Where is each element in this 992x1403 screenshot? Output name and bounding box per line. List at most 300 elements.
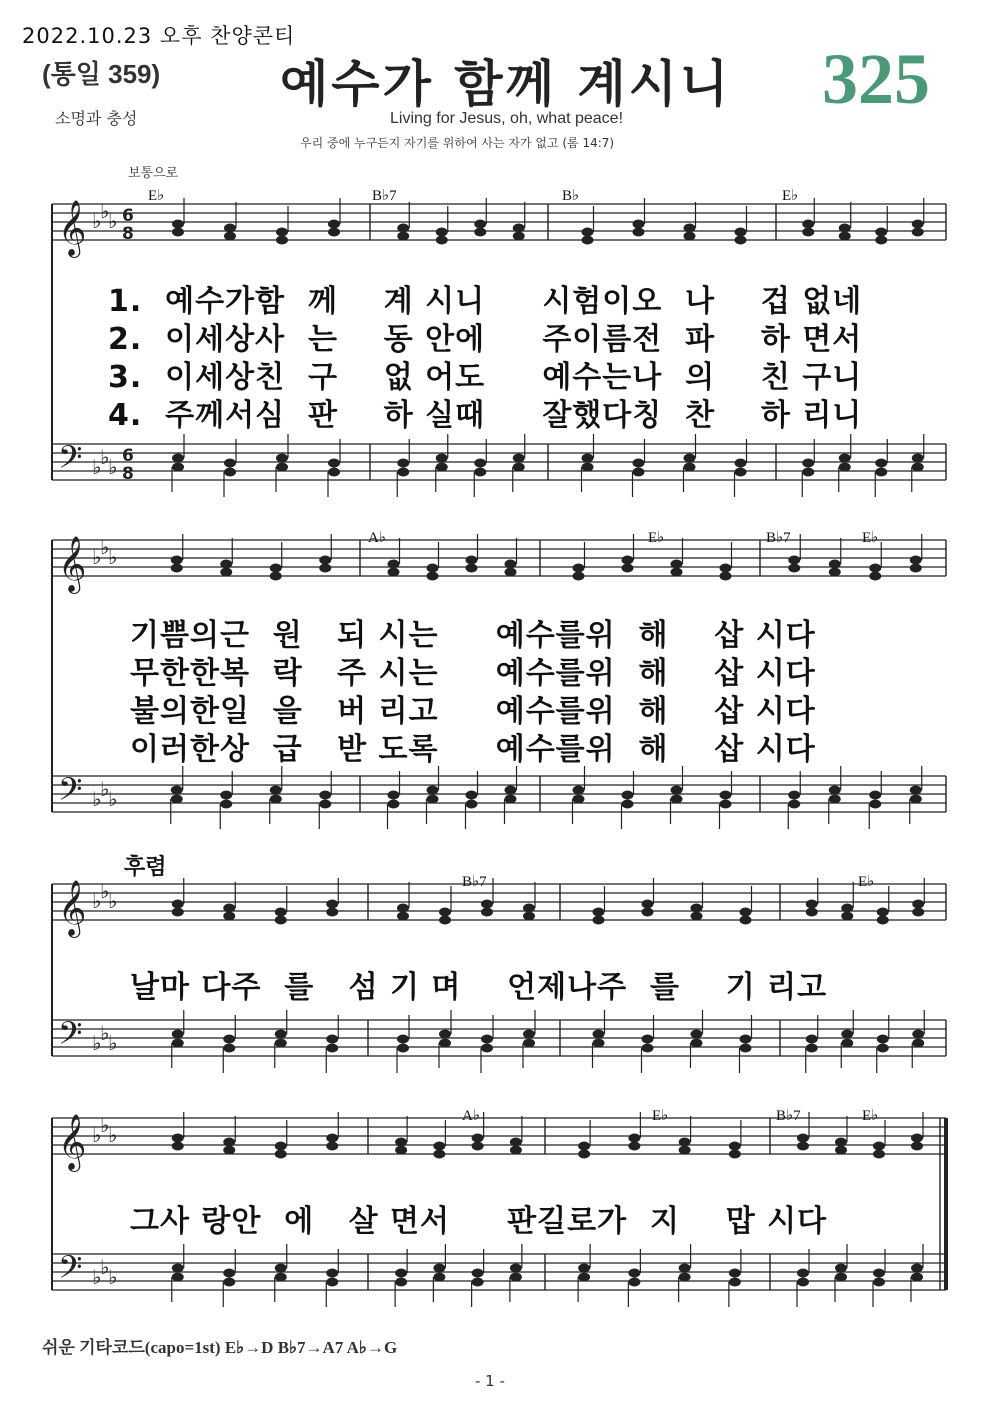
notehead <box>911 1134 923 1143</box>
notehead <box>806 1035 818 1044</box>
flat-icon: ♭ <box>100 879 110 903</box>
guitar-chord-note: 쉬운 기타코드(capo=1st) E♭→D B♭7→A7 A♭→G <box>42 1338 398 1357</box>
notehead <box>679 1146 691 1155</box>
notehead <box>436 236 448 245</box>
treble-clef-icon: 𝄞 <box>58 536 87 592</box>
notehead <box>869 564 881 573</box>
chord-symbol: B♭7 <box>766 530 791 546</box>
flat-icon: ♭ <box>92 1265 102 1289</box>
notehead <box>802 220 814 229</box>
notehead <box>788 564 800 573</box>
notehead <box>911 1142 923 1151</box>
notehead <box>523 912 535 921</box>
notehead <box>326 1044 338 1053</box>
notehead <box>839 224 851 233</box>
notehead <box>172 220 184 229</box>
flat-icon: ♭ <box>100 1021 110 1045</box>
lyric-line: 그사 랑안 에 살 면서 판길로가 지 맙 시다 <box>130 1204 828 1239</box>
notehead <box>873 1142 885 1151</box>
notehead <box>439 908 451 917</box>
flat-icon: ♭ <box>108 1265 118 1289</box>
flat-icon: ♭ <box>100 199 110 223</box>
flat-icon: ♭ <box>108 1031 118 1055</box>
notehead <box>427 786 439 795</box>
notehead <box>481 908 493 917</box>
treble-clef-icon: 𝄞 <box>58 1114 87 1170</box>
notehead <box>829 786 841 795</box>
notehead <box>505 795 517 804</box>
notehead <box>328 228 340 237</box>
notehead <box>877 916 889 925</box>
notehead <box>397 912 409 921</box>
flat-icon: ♭ <box>108 787 118 811</box>
notehead <box>397 224 409 233</box>
notehead <box>912 463 924 472</box>
notehead <box>875 228 887 237</box>
notehead <box>275 1264 287 1273</box>
notehead <box>172 228 184 237</box>
notehead <box>223 904 235 913</box>
notehead <box>578 1142 590 1151</box>
notehead <box>806 908 818 917</box>
notehead <box>275 908 287 917</box>
notehead <box>397 904 409 913</box>
time-signature: 6 <box>122 206 134 226</box>
notehead <box>513 454 525 463</box>
notehead <box>740 1035 752 1044</box>
notehead <box>877 1044 889 1053</box>
flat-icon: ♭ <box>108 545 118 569</box>
notehead <box>171 795 183 804</box>
notehead <box>395 1138 407 1147</box>
notehead <box>276 228 288 237</box>
chord-symbol: E♭ <box>652 1108 669 1124</box>
flat-icon: ♭ <box>92 455 102 479</box>
notehead <box>691 1030 703 1039</box>
notehead <box>395 1278 407 1287</box>
notehead <box>220 800 232 809</box>
flat-icon: ♭ <box>108 889 118 913</box>
notehead <box>802 459 814 468</box>
notehead <box>684 224 696 233</box>
notehead <box>481 1044 493 1053</box>
notehead <box>684 454 696 463</box>
notehead <box>270 795 282 804</box>
notehead <box>472 1278 484 1287</box>
chord-symbol: B♭7 <box>776 1108 801 1124</box>
notehead <box>481 900 493 909</box>
tempo-marking: 보통으로 <box>128 166 179 181</box>
notehead <box>622 800 634 809</box>
notehead <box>573 564 585 573</box>
notehead <box>427 795 439 804</box>
notehead <box>481 1035 493 1044</box>
notehead <box>172 900 184 909</box>
notehead <box>788 800 800 809</box>
flat-icon: ♭ <box>92 1031 102 1055</box>
notehead <box>275 1273 287 1282</box>
notehead <box>841 904 853 913</box>
notehead <box>397 232 409 241</box>
notehead <box>276 236 288 245</box>
notehead <box>806 1044 818 1053</box>
notehead <box>802 228 814 237</box>
notehead <box>671 560 683 569</box>
notehead <box>910 564 922 573</box>
lyric-line: 불의한일 을 버 리고 예수를위 해 삽 시다 <box>130 694 816 729</box>
notehead <box>835 1138 847 1147</box>
notehead <box>466 800 478 809</box>
notehead <box>328 459 340 468</box>
time-signature: 8 <box>122 464 134 484</box>
notehead <box>735 468 747 477</box>
notehead <box>172 1273 184 1282</box>
notehead <box>523 1030 535 1039</box>
notehead <box>510 1264 522 1273</box>
notehead <box>691 904 703 913</box>
notehead <box>912 220 924 229</box>
notehead <box>223 1146 235 1155</box>
lyric-line: 기쁨의근 원 되 시는 예수를위 해 삽 시다 <box>130 618 816 653</box>
notehead <box>326 1278 338 1287</box>
notehead <box>513 232 525 241</box>
notehead <box>427 564 439 573</box>
notehead <box>642 900 654 909</box>
notehead <box>220 560 232 569</box>
notehead <box>628 1142 640 1151</box>
notehead <box>679 1273 691 1282</box>
bass-clef-icon: 𝄢 <box>58 1015 83 1059</box>
notehead <box>642 1044 654 1053</box>
notehead <box>573 795 585 804</box>
notehead <box>578 1273 590 1282</box>
notehead <box>875 236 887 245</box>
notehead <box>633 468 645 477</box>
notehead <box>628 1134 640 1143</box>
notehead <box>328 220 340 229</box>
notehead <box>628 1269 640 1278</box>
notehead <box>839 463 851 472</box>
notehead <box>276 463 288 472</box>
notehead <box>633 220 645 229</box>
notehead <box>474 468 486 477</box>
notehead <box>472 1269 484 1278</box>
chord-symbol: A♭ <box>368 530 386 546</box>
notehead <box>912 908 924 917</box>
notehead <box>439 1039 451 1048</box>
notehead <box>869 572 881 581</box>
notehead <box>510 1146 522 1155</box>
lyric-line: 2. 이세상사 는 동 안에 주이름전 파 하 면서 <box>108 322 863 357</box>
notehead <box>474 459 486 468</box>
notehead <box>829 560 841 569</box>
notehead <box>171 556 183 565</box>
notehead <box>788 556 800 565</box>
notehead <box>578 1264 590 1273</box>
notehead <box>427 572 439 581</box>
notehead <box>433 1273 445 1282</box>
notehead <box>275 1142 287 1151</box>
notehead <box>797 1278 809 1287</box>
notehead <box>466 556 478 565</box>
notehead <box>275 1150 287 1159</box>
notehead <box>326 1035 338 1044</box>
notehead <box>829 568 841 577</box>
notehead <box>223 1269 235 1278</box>
notehead <box>593 908 605 917</box>
notehead <box>622 791 634 800</box>
notehead <box>582 228 594 237</box>
notehead <box>869 800 881 809</box>
notehead <box>841 1030 853 1039</box>
notehead <box>797 1269 809 1278</box>
notehead <box>474 228 486 237</box>
notehead <box>220 791 232 800</box>
notehead <box>388 791 400 800</box>
notehead <box>172 1142 184 1151</box>
notehead <box>593 1039 605 1048</box>
notehead <box>679 1264 691 1273</box>
notehead <box>642 908 654 917</box>
flat-icon: ♭ <box>92 889 102 913</box>
notehead <box>841 912 853 921</box>
notehead <box>735 236 747 245</box>
notehead <box>633 459 645 468</box>
notehead <box>622 564 634 573</box>
notehead <box>869 791 881 800</box>
notehead <box>729 1150 741 1159</box>
flat-icon: ♭ <box>108 1123 118 1147</box>
notehead <box>684 463 696 472</box>
notehead <box>397 1035 409 1044</box>
notehead <box>388 800 400 809</box>
notehead <box>505 786 517 795</box>
notehead <box>835 1273 847 1282</box>
notehead <box>510 1273 522 1282</box>
flat-icon: ♭ <box>92 545 102 569</box>
notehead <box>326 1142 338 1151</box>
notehead <box>171 786 183 795</box>
notehead <box>788 791 800 800</box>
notehead <box>472 1134 484 1143</box>
notehead <box>679 1138 691 1147</box>
notehead <box>633 228 645 237</box>
notehead <box>593 1030 605 1039</box>
treble-clef-icon: 𝄞 <box>58 880 87 936</box>
flat-icon: ♭ <box>92 1123 102 1147</box>
notehead <box>729 1278 741 1287</box>
notehead <box>691 912 703 921</box>
flat-icon: ♭ <box>100 535 110 559</box>
notehead <box>388 560 400 569</box>
chord-symbol: B♭7 <box>372 188 397 204</box>
notehead <box>223 1138 235 1147</box>
lyric-line: 1. 예수가함 께 계 시니 시험이오 나 겁 없네 <box>108 284 863 319</box>
notehead <box>873 1278 885 1287</box>
notehead <box>172 454 184 463</box>
notehead <box>582 236 594 245</box>
flat-icon: ♭ <box>100 1255 110 1279</box>
notehead <box>642 1035 654 1044</box>
chord-symbol: E♭ <box>862 530 879 546</box>
notehead <box>172 1039 184 1048</box>
notehead <box>691 1039 703 1048</box>
notehead <box>912 900 924 909</box>
notehead <box>839 454 851 463</box>
verse-reference: 우리 중에 누구든지 자기를 위하여 사는 자가 없고 (롬 14:7) <box>300 136 615 150</box>
notehead <box>326 900 338 909</box>
notehead <box>433 1142 445 1151</box>
notehead <box>439 1030 451 1039</box>
notehead <box>439 916 451 925</box>
hymn-theme: 소명과 충성 <box>55 109 138 128</box>
notehead <box>270 572 282 581</box>
flat-icon: ♭ <box>100 445 110 469</box>
lyric-line: 4. 주께서심 판 하 실때 잘했다칭 찬 하 리니 <box>108 398 863 433</box>
notehead <box>911 1264 923 1273</box>
notehead <box>720 800 732 809</box>
notehead <box>841 1039 853 1048</box>
notehead <box>684 232 696 241</box>
notehead <box>223 1278 235 1287</box>
notehead <box>912 228 924 237</box>
notehead <box>223 1044 235 1053</box>
header-date-line: 2022.10.23 오후 찬양콘티 <box>22 24 296 48</box>
bass-clef-icon: 𝄢 <box>58 439 83 483</box>
notehead <box>735 459 747 468</box>
page-number: - 1 - <box>475 1372 505 1390</box>
notehead <box>740 1044 752 1053</box>
notehead <box>729 1269 741 1278</box>
notehead <box>433 1264 445 1273</box>
notehead <box>910 795 922 804</box>
notehead <box>877 1035 889 1044</box>
notehead <box>582 454 594 463</box>
notehead <box>578 1150 590 1159</box>
flat-icon: ♭ <box>100 1113 110 1137</box>
notehead <box>835 1264 847 1273</box>
flat-icon: ♭ <box>92 209 102 233</box>
notehead <box>276 454 288 463</box>
flat-icon: ♭ <box>108 455 118 479</box>
notehead <box>275 916 287 925</box>
chord-symbol: E♭ <box>858 874 875 890</box>
lyric-line: 이러한상 급 받 도록 예수를위 해 삽 시다 <box>130 732 816 767</box>
chord-symbol: A♭ <box>462 1108 480 1124</box>
notehead <box>720 791 732 800</box>
notehead <box>474 220 486 229</box>
lyric-line: 날마 다주 를 섬 기 며 언제나주 를 기 리고 <box>130 970 828 1005</box>
notehead <box>523 904 535 913</box>
notehead <box>806 900 818 909</box>
notehead <box>505 568 517 577</box>
notehead <box>911 1273 923 1282</box>
notehead <box>873 1150 885 1159</box>
notehead <box>910 556 922 565</box>
notehead <box>720 572 732 581</box>
notehead <box>910 786 922 795</box>
old-hymn-number: (통일 359) <box>42 59 161 89</box>
notehead <box>873 1269 885 1278</box>
notehead <box>172 463 184 472</box>
flat-icon: ♭ <box>92 787 102 811</box>
notehead <box>466 791 478 800</box>
notehead <box>397 468 409 477</box>
notehead <box>472 1142 484 1151</box>
notehead <box>671 795 683 804</box>
time-signature: 8 <box>122 224 134 244</box>
refrain-label: 후렴 <box>124 855 167 880</box>
notehead <box>436 463 448 472</box>
notehead <box>912 454 924 463</box>
flat-icon: ♭ <box>100 777 110 801</box>
notehead <box>395 1269 407 1278</box>
treble-clef-icon: 𝄞 <box>58 200 87 256</box>
notehead <box>275 1039 287 1048</box>
notehead <box>740 916 752 925</box>
notehead <box>582 463 594 472</box>
notehead <box>224 459 236 468</box>
notehead <box>172 908 184 917</box>
notehead <box>735 228 747 237</box>
chord-symbol: E♭ <box>782 188 799 204</box>
notehead <box>319 556 331 565</box>
notehead <box>839 232 851 241</box>
notehead <box>326 1269 338 1278</box>
notehead <box>729 1142 741 1151</box>
notehead <box>397 459 409 468</box>
notehead <box>573 572 585 581</box>
notehead <box>628 1278 640 1287</box>
chord-symbol: E♭ <box>862 1108 879 1124</box>
notehead <box>875 459 887 468</box>
notehead <box>319 791 331 800</box>
notehead <box>523 1039 535 1048</box>
notehead <box>319 800 331 809</box>
notehead <box>802 468 814 477</box>
notehead <box>513 224 525 233</box>
notehead <box>875 468 887 477</box>
notehead <box>436 228 448 237</box>
hymn-number: 325 <box>822 39 930 119</box>
notehead <box>912 1039 924 1048</box>
notehead <box>220 568 232 577</box>
notehead <box>275 1030 287 1039</box>
notehead <box>171 564 183 573</box>
notehead <box>877 908 889 917</box>
chord-symbol: E♭ <box>648 530 665 546</box>
hymn-title: 예수가 함께 계시니 <box>280 55 732 113</box>
notehead <box>510 1138 522 1147</box>
chord-symbol: B♭ <box>562 188 580 204</box>
notehead <box>319 564 331 573</box>
notehead <box>433 1150 445 1159</box>
notehead <box>388 568 400 577</box>
english-title: Living for Jesus, oh, what peace! <box>390 110 624 127</box>
notehead <box>270 786 282 795</box>
notehead <box>797 1142 809 1151</box>
notehead <box>328 468 340 477</box>
notehead <box>505 560 517 569</box>
notehead <box>326 1134 338 1143</box>
notehead <box>172 1134 184 1143</box>
notehead <box>835 1146 847 1155</box>
notehead <box>172 1030 184 1039</box>
notehead <box>912 1030 924 1039</box>
notehead <box>326 908 338 917</box>
bass-clef-icon: 𝄢 <box>58 1249 83 1293</box>
lyric-line: 무한한복 락 주 시는 예수를위 해 삽 시다 <box>130 656 816 691</box>
